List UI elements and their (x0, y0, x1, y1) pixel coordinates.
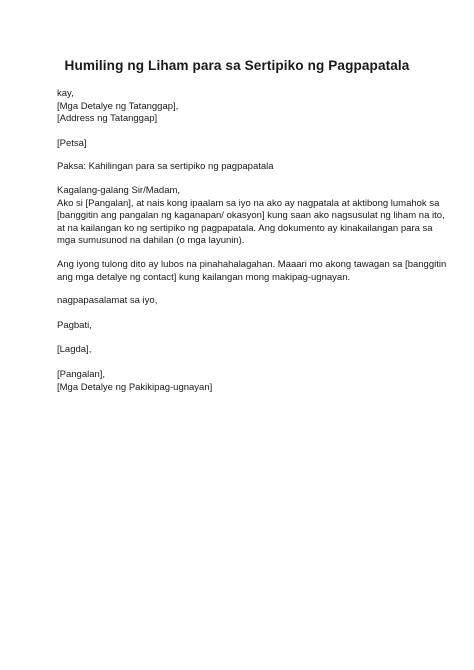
thanks-line: nagpapasalamat sa iyo, (57, 295, 158, 307)
sender-contact: [Mga Detalye ng Pakikipag-ugnayan] (57, 381, 213, 393)
recipient-to: kay, (57, 88, 74, 99)
salutation: Kagalang-galang Sir/Madam, (57, 184, 181, 196)
opening-paragraph (57, 184, 445, 248)
body-line: [banggitin ang pangalan ng kaganapan/ okasyon] kung saan ako nagsusulat ng liham na ito, (57, 210, 445, 222)
page-title: Humiling ng Liham para sa Sertipiko ng Pagpapatala (64, 58, 410, 73)
recipient-address: [Address ng Tatanggap] (57, 113, 158, 125)
letter-date: [Petsa] (57, 137, 87, 149)
signature-line: [Lagda], (57, 344, 92, 356)
sender-block (57, 369, 429, 394)
second-paragraph (57, 258, 447, 284)
body-line: Ang iyong tulong dito ay lubos na pinahahalagahan. Maaari mo akong tawagan sa [banggitin (57, 258, 447, 270)
body-line: Ako si [Pangalan], at nais kong ipaalam sa iyo na ako ay nagpatala at aktibong lumahok sa (57, 197, 440, 209)
recipient-details: [Mga Detalye ng Tatanggap], (57, 100, 179, 112)
recipient-block (57, 88, 429, 126)
closing-line: Pagbati, (57, 319, 92, 331)
body-line: mga sumusunod na dahilan (o mga layunin). (57, 235, 245, 247)
sender-name: [Pangalan], (57, 368, 106, 380)
body-line: ang mga detalye ng contact] kung kailangan mong makipag-ugnayan. (57, 271, 351, 283)
body-line: at na kailangan ko ng sertipiko ng pagpapatala. Ang dokumento ay kinakailangan para sa (57, 222, 433, 234)
letter-subject: Paksa: Kahilingan para sa sertipiko ng pagpapatala (57, 161, 274, 173)
letter-body (57, 88, 447, 394)
